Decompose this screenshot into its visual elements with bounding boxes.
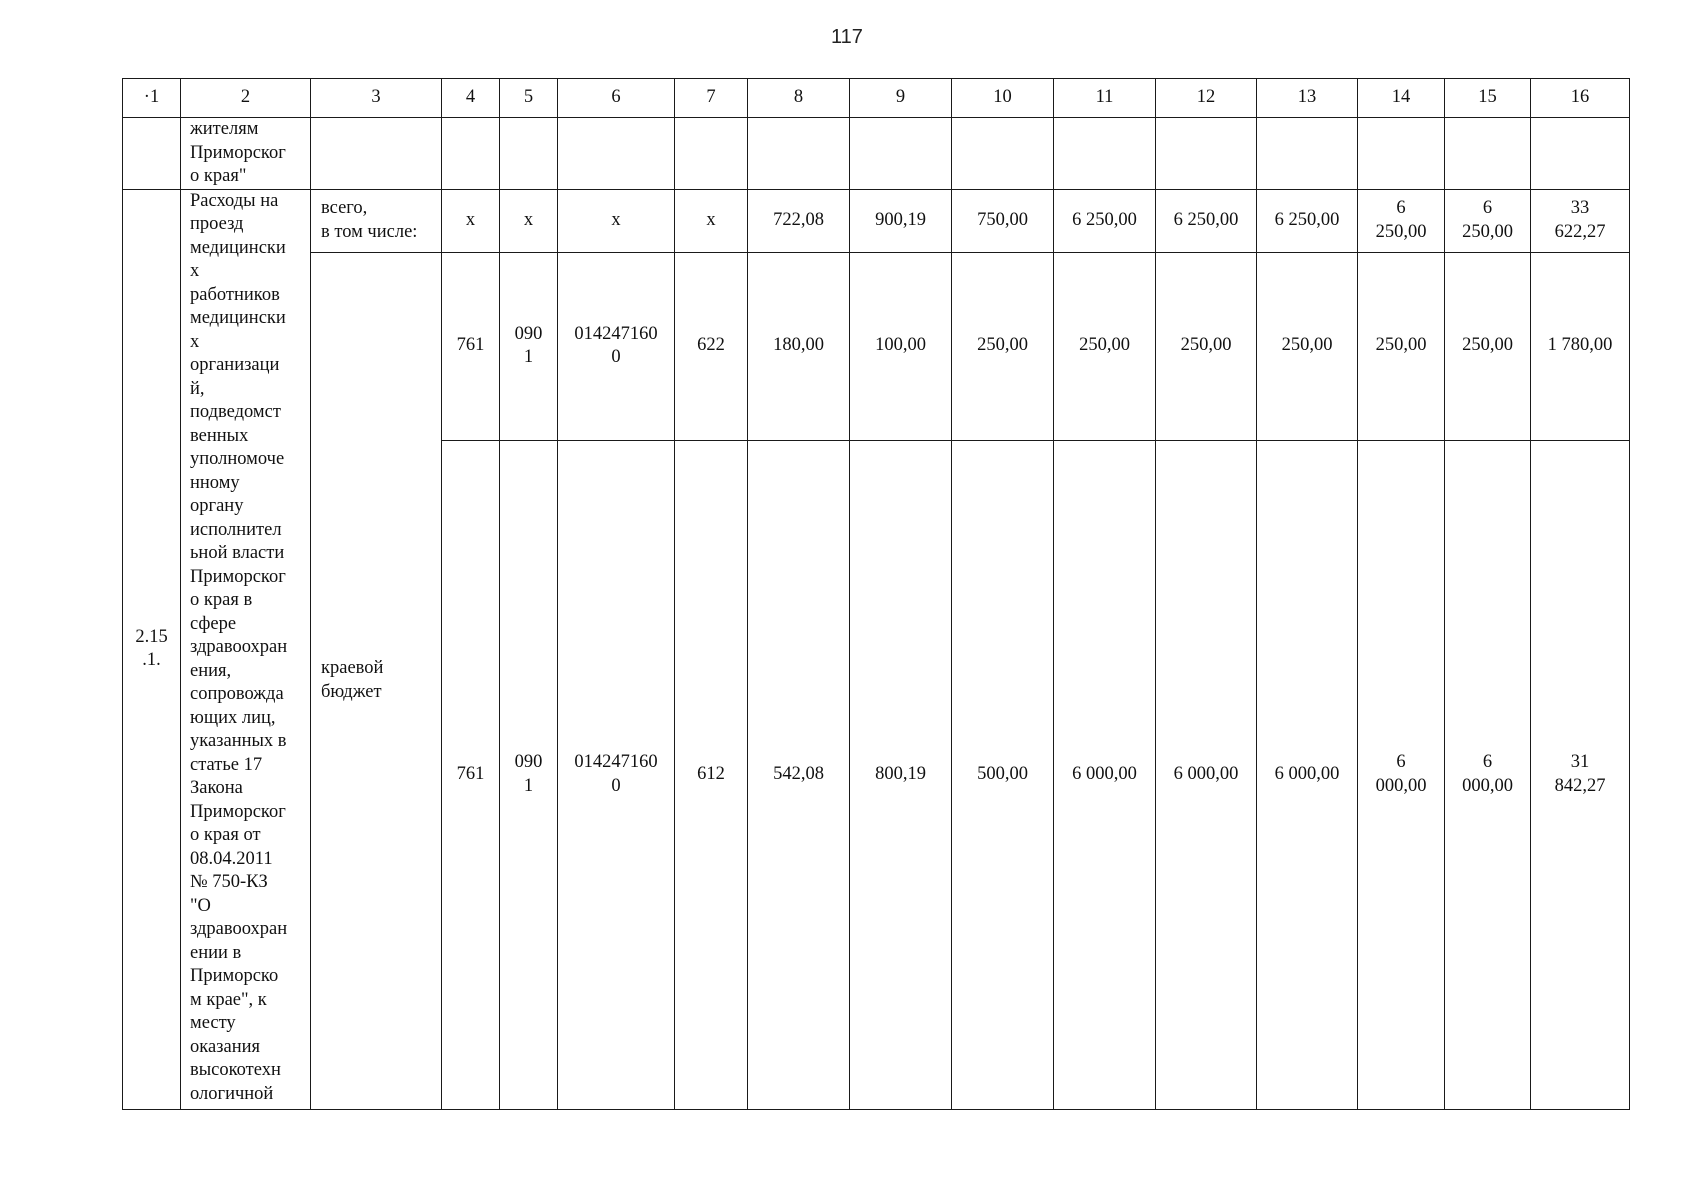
cell-c5 <box>500 440 558 1109</box>
total-c4: х <box>442 189 500 252</box>
item-description-text: Расходы на проезд медицински х работников медицински х организаци й, подведомст венных уполномоче нному органу исполнител ьной власти Приморског о края в сфере здравоохран ения, сопровожда ющих лиц, указанных в статье 17 Закона Приморског о края от 08.04.2011 № 750-КЗ "О здравоохран ении в Приморско м крае", к месту оказания высокотехн ологичной <box>190 190 288 1104</box>
column-header: 16 <box>1531 79 1630 118</box>
cell-c10: 500,00 <box>952 440 1054 1109</box>
empty-cell <box>952 118 1054 190</box>
total-c5: х <box>500 189 558 252</box>
empty-cell <box>1531 118 1630 190</box>
cell-c5-text: 090 1 <box>514 323 543 367</box>
cell-c6 <box>558 440 675 1109</box>
cell-c9: 800,19 <box>850 440 952 1109</box>
column-header: 9 <box>850 79 952 118</box>
column-header: ·1 <box>123 79 181 118</box>
total-c9: 900,19 <box>850 189 952 252</box>
cell-c11: 6 000,00 <box>1054 440 1156 1109</box>
total-c12: 6 250,00 <box>1156 189 1257 252</box>
total-c15-text: 6 250,00 <box>1462 198 1513 242</box>
empty-cell <box>500 118 558 190</box>
page-number: 117 <box>831 26 863 48</box>
cell-c6 <box>558 252 675 440</box>
total-row <box>123 189 1630 252</box>
cell-c10: 250,00 <box>952 252 1054 440</box>
cell-c15: 250,00 <box>1445 252 1531 440</box>
budget-source <box>311 252 442 1109</box>
empty-cell <box>1156 118 1257 190</box>
continued-description <box>181 118 311 190</box>
cell-c12: 250,00 <box>1156 252 1257 440</box>
cell-c4: 761 <box>442 252 500 440</box>
total-c6: х <box>558 189 675 252</box>
cell-c14: 250,00 <box>1358 252 1445 440</box>
cell-c5 <box>500 252 558 440</box>
total-c16-text: 33 622,27 <box>1554 198 1606 242</box>
total-c16 <box>1531 189 1630 252</box>
empty-cell <box>1257 118 1358 190</box>
empty-cell <box>442 118 500 190</box>
budget-source-text: краевой бюджет <box>321 658 384 702</box>
cell-c5-text: 090 1 <box>514 752 543 796</box>
cell-c4: 761 <box>442 440 500 1109</box>
column-number-row <box>123 79 1630 118</box>
empty-cell <box>123 118 181 190</box>
column-header: 5 <box>500 79 558 118</box>
continued-row <box>123 118 1630 190</box>
total-c7: х <box>675 189 748 252</box>
cell-c8: 542,08 <box>748 440 850 1109</box>
budget-table <box>122 78 1630 1110</box>
cell-c13: 250,00 <box>1257 252 1358 440</box>
item-number-text: 2.15 .1. <box>135 626 168 670</box>
column-header: 14 <box>1358 79 1445 118</box>
empty-cell <box>1054 118 1156 190</box>
column-header: 4 <box>442 79 500 118</box>
empty-cell <box>675 118 748 190</box>
total-c14-text: 6 250,00 <box>1375 198 1427 242</box>
empty-cell <box>558 118 675 190</box>
empty-cell <box>1358 118 1445 190</box>
cell-c15-text: 6 000,00 <box>1462 752 1513 796</box>
column-header: 12 <box>1156 79 1257 118</box>
cell-c6-text: 014247160 0 <box>574 323 658 367</box>
cell-c12: 6 000,00 <box>1156 440 1257 1109</box>
cell-c7: 612 <box>675 440 748 1109</box>
cell-c6-text: 014247160 0 <box>574 752 658 796</box>
item-description <box>181 189 311 1109</box>
cell-c16: 1 780,00 <box>1531 252 1630 440</box>
column-header: 6 <box>558 79 675 118</box>
column-header: 11 <box>1054 79 1156 118</box>
column-header: 8 <box>748 79 850 118</box>
cell-c14 <box>1358 440 1445 1109</box>
cell-c11: 250,00 <box>1054 252 1156 440</box>
total-c11: 6 250,00 <box>1054 189 1156 252</box>
cell-c9: 100,00 <box>850 252 952 440</box>
cell-c13: 6 000,00 <box>1257 440 1358 1109</box>
total-c13: 6 250,00 <box>1257 189 1358 252</box>
empty-cell <box>850 118 952 190</box>
empty-cell <box>1445 118 1531 190</box>
total-c15 <box>1445 189 1531 252</box>
table-row <box>123 252 1630 440</box>
total-label-text: всего, в том числе: <box>321 198 418 242</box>
cell-c7: 622 <box>675 252 748 440</box>
column-header: 2 <box>181 79 311 118</box>
continued-description-text: жителям Приморског о края" <box>190 119 286 186</box>
item-number <box>123 189 181 1109</box>
cell-c14-text: 6 000,00 <box>1375 752 1427 796</box>
empty-cell <box>748 118 850 190</box>
empty-cell <box>311 118 442 190</box>
cell-c15 <box>1445 440 1531 1109</box>
cell-c16-text: 31 842,27 <box>1554 752 1606 796</box>
total-c14 <box>1358 189 1445 252</box>
total-c8: 722,08 <box>748 189 850 252</box>
total-c10: 750,00 <box>952 189 1054 252</box>
column-header: 7 <box>675 79 748 118</box>
column-header: 13 <box>1257 79 1358 118</box>
cell-c16 <box>1531 440 1630 1109</box>
column-header: 10 <box>952 79 1054 118</box>
column-header: 15 <box>1445 79 1531 118</box>
column-header: 3 <box>311 79 442 118</box>
cell-c8: 180,00 <box>748 252 850 440</box>
total-label <box>311 189 442 252</box>
